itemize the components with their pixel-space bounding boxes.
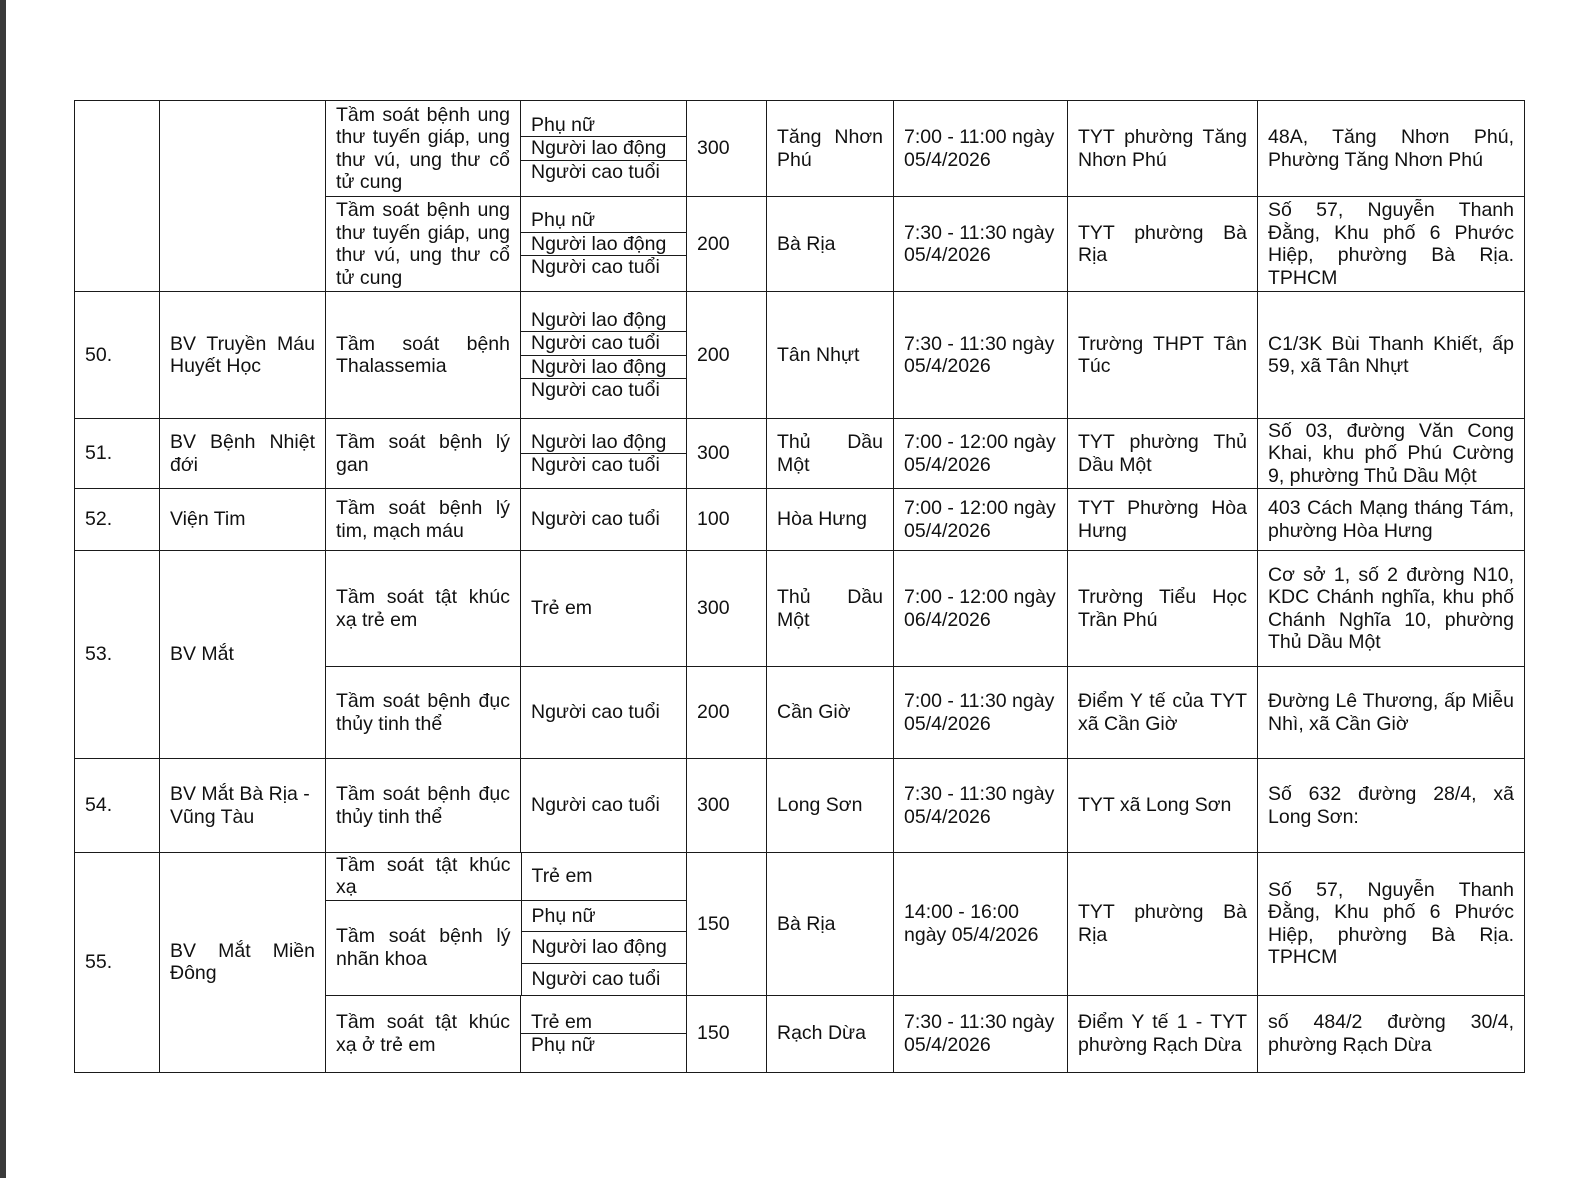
target-group: Người cao tuổi [521,332,686,356]
row-number: 51. [75,419,160,489]
target-group: Người lao động [521,233,686,257]
activity-name: Tầm soát tật khúc xạ [326,853,521,900]
unit-name: BV Mắt [160,551,326,759]
area: Cần Giờ [767,667,894,759]
address: Số 57, Nguyễn Thanh Đằng, Khu phố 6 Phước Hiệp, phường Bà Rịa. TPHCM [1258,197,1525,292]
target-groups [521,292,687,419]
activity-name: Tầm soát tật khúc xạ ở trẻ em [326,995,521,1072]
table-row [75,489,1525,551]
quantity: 300 [687,101,767,197]
quantity: 300 [687,759,767,853]
time: 7:30 - 11:30 ngày 05/4/2026 [894,759,1068,853]
venue: TYT Phường Hòa Hưng [1068,489,1258,551]
target-group: Phụ nữ [521,114,686,138]
area: Tăng Nhơn Phú [767,101,894,197]
activity-name: Tầm soát bệnh lý gan [326,419,521,489]
unit-name: Viện Tim [160,489,326,551]
unit-name: BV Mắt Bà Rịa - Vũng Tàu [160,759,326,853]
document-page [6,0,1594,1178]
venue: Điểm Y tế 1 - TYT phường Rạch Dừa [1068,995,1258,1072]
activity-name: Tầm soát bệnh đục thủy tinh thể [326,667,521,759]
venue: Trường Tiểu Học Trần Phú [1068,551,1258,667]
time: 7:00 - 12:00 ngày 05/4/2026 [894,419,1068,489]
target-group: Người cao tuổi [531,967,661,990]
venue: TYT phường Bà Rịa [1068,197,1258,292]
activity-name: Tầm soát bệnh ung thư tuyến giáp, ung thư vú, ung thư cổ tử cung [326,101,521,197]
area: Tân Nhựt [767,292,894,419]
address: Cơ sở 1, số 2 đường N10, KDC Chánh nghĩa, khu phố Chánh Nghĩa 10, phường Thủ Dầu Một [1258,551,1525,667]
venue: Trường THPT Tân Túc [1068,292,1258,419]
area: Long Sơn [767,759,894,853]
area: Thủ Dầu Một [767,419,894,489]
row-number: 54. [75,759,160,853]
target-group: Trẻ em [521,551,687,667]
address: Số 632 đường 28/4, xã Long Sơn: [1258,759,1525,853]
table-row [75,853,1525,996]
target-group: Người cao tuổi [521,667,687,759]
row-number [75,101,160,292]
target-group: Phụ nữ [531,1034,596,1056]
target-groups [521,101,687,197]
venue: TYT xã Long Sơn [1068,759,1258,853]
address: số 484/2 đường 30/4, phường Rạch Dừa [1258,995,1525,1072]
table-row [75,101,1525,197]
row-number: 53. [75,551,160,759]
time: 7:30 - 11:30 ngày 05/4/2026 [894,197,1068,292]
table-row [75,759,1525,853]
activity-name: Tầm soát bệnh ung thư tuyến giáp, ung thư vú, ung thư cổ tử cung [326,197,521,292]
target-groups [521,900,687,995]
target-group: Người cao tuổi [521,759,687,853]
unit-name: BV Bệnh Nhiệt đới [160,419,326,489]
target-group: Phụ nữ [521,209,686,233]
activity-name: Tầm soát tật khúc xạ trẻ em [326,551,521,667]
area: Thủ Dầu Một [767,551,894,667]
target-group: Trẻ em [521,853,687,900]
area: Bà Rịa [767,853,894,996]
time: 7:00 - 11:30 ngày 05/4/2026 [894,667,1068,759]
address: Số 03, đường Văn Cong Khai, khu phố Phú Cường 9, phường Thủ Dầu Một [1258,419,1525,489]
target-group: Người cao tuổi [531,160,660,183]
target-group: Người lao động [521,431,686,455]
address: Đường Lê Thương, ấp Miễu Nhì, xã Cần Giờ [1258,667,1525,759]
time: 7:30 - 11:30 ngày 05/4/2026 [894,995,1068,1072]
target-groups [521,197,687,292]
unit-name [160,101,326,292]
target-group: Người cao tuổi [521,489,687,551]
table-row [75,551,1525,667]
quantity: 300 [687,419,767,489]
venue: TYT phường Thủ Dầu Một [1068,419,1258,489]
area: Hòa Hưng [767,489,894,551]
table-row [75,419,1525,489]
target-group: Người lao động [522,932,687,964]
quantity: 200 [687,292,767,419]
target-group: Người lao động [521,356,686,380]
screening-schedule-table [74,100,1525,1073]
target-group: Người cao tuổi [531,379,660,401]
quantity: 150 [687,853,767,996]
venue: TYT phường Tăng Nhơn Phú [1068,101,1258,197]
target-group: Trẻ em [521,1011,686,1035]
activity-name: Tầm soát bệnh lý tim, mạch máu [326,489,521,551]
activity-group-block [326,853,687,996]
address: C1/3K Bùi Thanh Khiết, ấp 59, xã Tân Nhựt [1258,292,1525,419]
time: 7:00 - 12:00 ngày 05/4/2026 [894,489,1068,551]
target-group: Phụ nữ [522,901,687,933]
time: 7:00 - 12:00 ngày 06/4/2026 [894,551,1068,667]
activity-name: Tầm soát bệnh lý nhãn khoa [326,900,521,995]
quantity: 200 [687,667,767,759]
target-group: Người cao tuổi [531,256,660,279]
area: Bà Rịa [767,197,894,292]
quantity: 150 [687,995,767,1072]
quantity: 200 [687,197,767,292]
target-group: Người lao động [521,137,686,161]
table-row [75,292,1525,419]
unit-name: BV Truyền Máu Huyết Học [160,292,326,419]
address: Số 57, Nguyễn Thanh Đằng, Khu phố 6 Phước Hiệp, phường Bà Rịa. TPHCM [1258,853,1525,996]
time: 7:00 - 11:00 ngày 05/4/2026 [894,101,1068,197]
row-number: 55. [75,853,160,1073]
target-groups [521,995,687,1072]
venue: TYT phường Bà Rịa [1068,853,1258,996]
time: 14:00 - 16:00 ngày 05/4/2026 [894,853,1068,996]
unit-name: BV Mắt Miền Đông [160,853,326,1073]
time: 7:30 - 11:30 ngày 05/4/2026 [894,292,1068,419]
address: 48A, Tăng Nhơn Phú, Phường Tăng Nhơn Phú [1258,101,1525,197]
target-groups [521,419,687,489]
activity-name: Tầm soát bệnh Thalassemia [326,292,521,419]
area: Rạch Dừa [767,995,894,1072]
quantity: 300 [687,551,767,667]
activity-name: Tầm soát bệnh đục thủy tinh thể [326,759,521,853]
target-group: Người cao tuổi [531,454,660,476]
venue: Điểm Y tế của TYT xã Cần Giờ [1068,667,1258,759]
row-number: 52. [75,489,160,551]
target-group: Người lao động [521,309,686,333]
quantity: 100 [687,489,767,551]
address: 403 Cách Mạng tháng Tám, phường Hòa Hưng [1258,489,1525,551]
row-number: 50. [75,292,160,419]
